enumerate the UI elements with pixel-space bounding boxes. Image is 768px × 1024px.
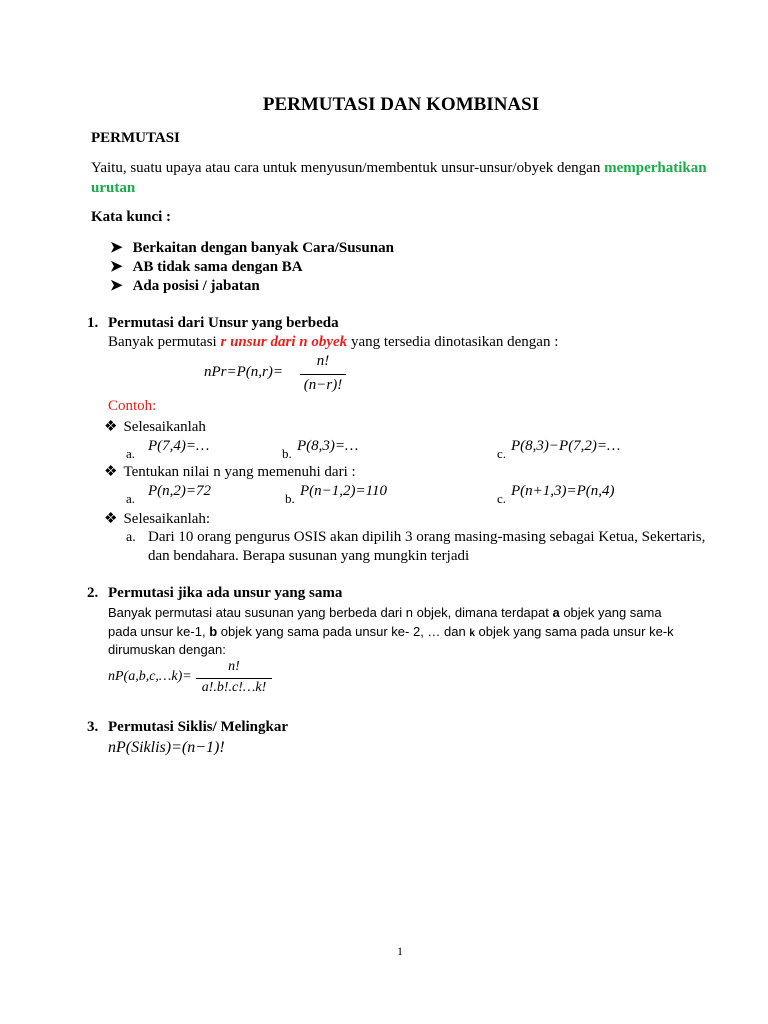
example-label: Contoh: — [108, 398, 157, 414]
diamond-bullet-icon: ❖ — [104, 419, 118, 435]
section2-line-1 — [108, 605, 662, 620]
section2-heading: Permutasi jika ada unsur yang sama — [108, 585, 343, 601]
q2-item-expr: P(n+1,3)=P(n,4) — [511, 483, 615, 499]
keyword-text: Ada posisi / jabatan — [132, 278, 260, 294]
formula-2-fraction-line — [196, 678, 272, 679]
question-2-label: Tentukan nilai n yang memenuhi dari : — [123, 464, 356, 480]
desc-highlight: r unsur dari n obyek — [220, 334, 348, 350]
q3-item-line-1: Dari 10 orang pengurus OSIS akan dipilih 3 orang masing-masing sebagai Ketua, Sekertaris, — [148, 529, 706, 545]
keyword-text: AB tidak sama dengan BA — [132, 259, 303, 275]
q2-item-letter: a. — [126, 491, 136, 506]
keyword-text: Berkaitan dengan banyak Cara/Susunan — [132, 240, 394, 256]
q1-item-letter: c. — [497, 446, 507, 461]
formula-2-left: nP(a,b,c,…k)= — [108, 669, 192, 684]
section1-number: 1. — [87, 315, 99, 331]
section2-line-2 — [108, 624, 674, 639]
formula-2-numerator: n! — [228, 659, 240, 674]
section1-description — [108, 334, 558, 351]
section-heading: PERMUTASI — [91, 130, 180, 146]
section2-number: 2. — [87, 585, 99, 601]
q1-item-letter: a. — [126, 446, 136, 461]
page-number: 1 — [397, 944, 403, 958]
formula-2-denominator: a!.b!.c!…k! — [201, 680, 267, 695]
question-1-label: Selesaikanlah — [123, 419, 206, 435]
q1-item-expr: P(7,4)=… — [148, 438, 210, 454]
intro-highlight-1: memperhatikan — [604, 160, 707, 176]
section3-heading: Permutasi Siklis/ Melingkar — [108, 719, 288, 735]
question-1 — [104, 417, 206, 436]
q2-item-letter: c. — [497, 491, 507, 506]
arrow-bullet-icon: ➤ — [110, 278, 123, 294]
s2-bold: a — [552, 605, 560, 620]
intro-highlight-2: urutan — [91, 180, 136, 196]
desc-after: yang tersedia dinotasikan dengan : — [347, 334, 559, 350]
s2-text: Banyak permutasi atau susunan yang berbeda dari n objek, dimana terdapat — [108, 605, 553, 620]
question-3 — [104, 509, 210, 528]
keyword-item — [110, 276, 260, 295]
q1-item-expr: P(8,3)−P(7,2)=… — [511, 438, 621, 454]
diamond-bullet-icon: ❖ — [104, 464, 118, 480]
s2-bold: b — [209, 624, 218, 639]
section2-line-3: dirumuskan dengan: — [108, 642, 226, 657]
formula-npr-numerator: n! — [316, 353, 330, 369]
intro-text: Yaitu, suatu upaya atau cara untuk menyusun/membentuk unsur-unsur/obyek dengan — [91, 160, 605, 176]
s2-text: objek yang sama pada unsur ke- 2, … dan — [217, 624, 470, 639]
arrow-bullet-icon: ➤ — [110, 259, 123, 275]
section1-heading: Permutasi dari Unsur yang berbeda — [108, 315, 339, 331]
q2-item-expr: P(n−1,2)=110 — [300, 483, 388, 499]
formula-siklis: nP(Siklis)=(n−1)! — [108, 739, 225, 756]
s2-text: objek yang sama — [559, 605, 662, 620]
s2-small-bold: k — [469, 628, 475, 639]
q1-item-expr: P(8,3)=… — [297, 438, 359, 454]
page-title: PERMUTASI DAN KOMBINASI — [262, 94, 540, 115]
formula-npr-left: nPr=P(n,r)= — [204, 364, 283, 380]
arrow-bullet-icon: ➤ — [110, 240, 123, 256]
formula-npr-denominator: (n−r)! — [303, 377, 343, 393]
formula-npr-fraction-line — [300, 374, 346, 375]
keywords-label: Kata kunci : — [91, 209, 172, 225]
q3-item-line-2: dan bendahara. Berapa susunan yang mungkin terjadi — [148, 548, 470, 564]
question-3-label: Selesaikanlah: — [123, 511, 211, 527]
q2-item-letter: b. — [285, 491, 295, 506]
q2-item-expr: P(n,2)=72 — [148, 483, 212, 499]
intro-line-1 — [91, 160, 707, 177]
section3-number: 3. — [87, 719, 99, 735]
s2-text: pada unsur ke-1, — [108, 624, 210, 639]
q1-item-letter: b. — [282, 446, 292, 461]
keyword-item — [110, 257, 303, 276]
desc-before: Banyak permutasi — [108, 334, 221, 350]
diamond-bullet-icon: ❖ — [104, 511, 118, 527]
s2-text: objek yang sama pada unsur ke-k — [474, 624, 674, 639]
keyword-item — [110, 238, 394, 257]
q3-item-letter: a. — [126, 530, 136, 545]
question-2 — [104, 462, 356, 481]
